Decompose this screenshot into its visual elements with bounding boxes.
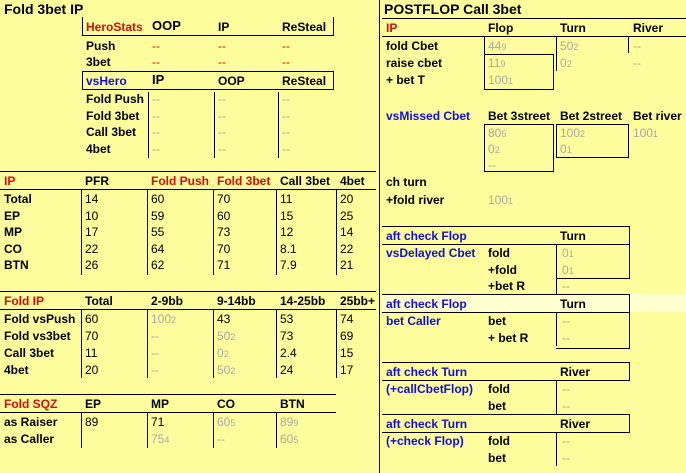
ip-table-row-label: BTN	[4, 258, 29, 272]
fold-ip-header-cell: 9-14bb	[217, 294, 256, 308]
ip-table-value: 20	[340, 192, 354, 206]
aft-section-col: Turn	[560, 229, 586, 243]
vshero-value: --	[152, 108, 160, 123]
fold-ip-value: 70	[85, 329, 99, 343]
ip-table-value: 8.1	[280, 241, 297, 256]
fold-sqz-row-label: as Caller	[4, 432, 55, 446]
fold-sqz-value: 605	[217, 415, 236, 429]
ip-table-row-label: EP	[4, 208, 21, 223]
ip-table-value: 10	[85, 208, 99, 223]
postflop-ip-header-cell: River	[633, 21, 664, 35]
vshero-row-label: 4bet	[86, 141, 111, 156]
vshero-col-ip: IP	[152, 72, 165, 87]
ip-table-value: 71	[217, 258, 231, 272]
herostats-col-oop: OOP	[152, 18, 181, 33]
fold-sqz-header-cell: CO	[217, 397, 235, 411]
fold-sqz-header-cell: BTN	[280, 397, 305, 411]
fold-sqz-value: 899	[280, 415, 299, 429]
herostats-col-ip: IP	[218, 20, 230, 34]
fold-ip-value: 02	[217, 346, 229, 360]
fold-ip-value: 74	[340, 312, 354, 326]
aft-section-col: Turn	[560, 297, 586, 311]
aft-row-label: bet	[488, 314, 506, 328]
postflop-ip-value: --	[633, 56, 641, 70]
fold-ip-row-label: 4bet	[4, 363, 29, 377]
postflop-ip-row-label: fold Cbet	[386, 39, 438, 53]
vshero-value: --	[218, 125, 226, 139]
aft-row-label: +fold	[488, 262, 517, 277]
fold-ip-value: 60	[85, 312, 99, 326]
vs-missed-value: 805	[488, 126, 507, 140]
herostats-value: --	[218, 55, 226, 69]
herostats-col-resteal: ReSteal	[282, 20, 327, 34]
aft-row-label: bet	[488, 450, 506, 465]
ip-table-value: 73	[217, 225, 231, 239]
aft-section-col: River	[560, 417, 591, 431]
vshero-row-label: Call 3bet	[86, 125, 137, 139]
ip-table-value: 60	[151, 192, 165, 206]
fold-ip-header-cell: Total	[85, 294, 113, 308]
aft-section-label: bet Caller	[386, 314, 441, 328]
fold-ip-value: 11	[85, 346, 98, 360]
fold-ip-value: 69	[340, 329, 354, 343]
vs-missed-header-cell: vsMissed Cbet	[386, 109, 471, 123]
fold-sqz-header-cell: EP	[85, 397, 102, 411]
ip-table-header-cell: Fold 3bet	[217, 174, 271, 188]
aft-row-label: fold	[488, 382, 510, 396]
ip-table-value: 22	[340, 241, 354, 256]
aft-row-label: bet	[488, 398, 506, 413]
ip-table-row-label: MP	[4, 225, 22, 239]
vshero-row-label: Fold Push	[86, 92, 144, 106]
fold-ip-value: 1002	[151, 312, 177, 326]
ip-table-value: 11	[280, 192, 293, 206]
aft-section-title: aft check Turn	[386, 417, 468, 431]
aft-section-label: vsDelayed Cbet	[386, 246, 476, 260]
vshero-value: --	[218, 108, 226, 123]
aft-row-value: 01	[562, 262, 574, 277]
vshero-value: --	[152, 125, 160, 139]
fold-sqz-value: 71	[151, 415, 165, 429]
postflop-ip-header-cell: Turn	[560, 21, 586, 35]
fold-ip-value: 73	[280, 329, 294, 343]
vshero-value: --	[282, 141, 290, 156]
fold-ip-value: --	[151, 346, 159, 360]
postflop-ip-value: 1001	[488, 73, 514, 87]
ip-table-header-cell: Fold Push	[151, 174, 209, 188]
fold-sqz-header-cell: MP	[151, 397, 169, 411]
fold-ip-value: 502	[217, 363, 236, 377]
ip-table-value: 22	[85, 241, 99, 256]
herostats-value: --	[152, 55, 160, 69]
ip-table-header-cell: IP	[4, 174, 16, 188]
ip-table-value: 25	[340, 208, 354, 223]
ip-table-row-label: Total	[4, 192, 32, 206]
aft-row-label: fold	[488, 246, 510, 260]
postflop-ip-value: 449	[488, 39, 507, 53]
ip-table-value: 62	[151, 258, 165, 272]
ip-table-header-cell: Call 3bet	[280, 174, 331, 188]
vs-missed-value: --	[488, 158, 496, 172]
vs-missed-value: 1002	[560, 126, 586, 140]
vshero-value: --	[152, 141, 160, 156]
postflop-ip-header-cell: Flop	[488, 21, 514, 35]
aft-row-value: --	[562, 330, 570, 345]
aft-row-value: --	[562, 279, 570, 293]
fold-ip-value: 502	[217, 329, 236, 343]
fold-ip-value: 2.4	[280, 346, 297, 360]
fold-sqz-value: 605	[280, 432, 299, 446]
fold-ip-header-cell: Fold IP	[4, 294, 44, 308]
ip-table-value: 17	[85, 225, 99, 239]
ip-table-value: 14	[85, 192, 99, 206]
ip-table-value: 12	[280, 225, 294, 239]
ip-table-value: 14	[340, 225, 354, 239]
postflop-ip-value: 119	[488, 56, 506, 70]
vshero-col-resteal: ReSteal	[282, 74, 327, 88]
vshero-value: --	[282, 92, 290, 106]
left-title: Fold 3bet IP	[4, 1, 84, 17]
postflop-ip-header-cell: IP	[386, 21, 398, 35]
postflop-ip-value: 02	[560, 56, 572, 70]
fold-sqz-value: 89	[85, 415, 99, 429]
ip-table-value: 15	[280, 208, 294, 223]
aft-row-label: +bet R	[488, 279, 526, 293]
ip-table-header-cell: PFR	[85, 174, 109, 188]
herostats-value: --	[152, 39, 160, 53]
fold-ip-row-label: Fold vs3bet	[4, 329, 71, 343]
ip-table-value: 70	[217, 192, 231, 206]
fold-river-label: +fold river	[386, 193, 445, 207]
herostats-row-label: 3bet	[86, 55, 111, 69]
ip-table-value: 55	[151, 225, 165, 239]
fold-ip-row-label: Call 3bet	[4, 346, 55, 360]
ip-table-value: 64	[151, 241, 165, 256]
vs-missed-header-cell: Bet river	[633, 109, 682, 123]
fold-ip-value: 43	[217, 312, 231, 326]
aft-section-col: River	[560, 365, 591, 379]
fold-sqz-value: --	[217, 432, 225, 446]
fold-sqz-value: 754	[151, 432, 170, 446]
aft-section-title: aft check Turn	[386, 365, 468, 379]
fold-sqz-row-label: as Raiser	[4, 415, 58, 429]
vshero-value: --	[282, 108, 290, 123]
aft-row-value: --	[562, 398, 570, 413]
ip-table-value: 7.9	[280, 258, 297, 272]
vshero-row-label: Fold 3bet	[86, 108, 140, 123]
postflop-ip-row-label: + bet T	[386, 73, 426, 87]
fold-ip-value: --	[151, 363, 159, 377]
ip-table-value: 70	[217, 241, 231, 256]
ip-table-value: 21	[340, 258, 354, 272]
fold-ip-header-cell: 2-9bb	[151, 294, 184, 308]
postflop-ip-row-label: raise cbet	[386, 56, 443, 70]
vs-missed-value: 1001	[633, 126, 659, 140]
aft-row-value: --	[562, 450, 570, 465]
ip-table-value: 26	[85, 258, 99, 272]
fold-ip-value: 20	[85, 363, 99, 377]
fold-ip-value: 24	[280, 363, 294, 377]
vs-missed-header-cell: Bet 2street	[560, 109, 623, 123]
postflop-ip-value: 502	[560, 39, 579, 53]
vs-missed-header-cell: Bet 3street	[488, 109, 551, 123]
vshero-value: --	[218, 141, 226, 156]
ch-turn-label: ch turn	[386, 175, 427, 189]
ip-table-value: 59	[151, 208, 165, 223]
vshero-value: --	[282, 125, 290, 139]
aft-row-value: 01	[562, 246, 574, 260]
aft-row-value: --	[562, 434, 570, 448]
ip-table-value: 60	[217, 208, 231, 223]
fold-ip-row-label: Fold vsPush	[4, 312, 76, 326]
aft-row-value: --	[562, 314, 570, 328]
fold-ip-value: --	[151, 329, 159, 343]
aft-row-label: fold	[488, 434, 510, 448]
vshero-col-oop: OOP	[218, 74, 245, 88]
fold-ip-header-cell: 14-25bb	[280, 294, 326, 308]
right-title: POSTFLOP Call 3bet	[384, 1, 522, 17]
aft-section-title: aft check Flop	[386, 297, 467, 311]
herostats-header: HeroStats	[86, 20, 143, 34]
aft-row-label: + bet R	[488, 330, 529, 345]
fold-sqz-header-cell: Fold SQZ	[4, 397, 58, 411]
vshero-value: --	[152, 92, 160, 106]
fold-ip-header-cell: 25bb+	[340, 294, 376, 308]
postflop-ip-value: --	[633, 39, 641, 53]
aft-section-label: (+check Flop)	[386, 434, 464, 448]
herostats-row-label: Push	[86, 39, 116, 53]
herostats-value: --	[218, 39, 226, 53]
aft-section-title: aft check Flop	[386, 229, 467, 243]
fold-ip-value: 17	[340, 363, 354, 377]
fold-ip-value: 15	[340, 346, 354, 360]
fold-river-value: 1001	[488, 193, 514, 207]
vs-missed-value: 02	[488, 142, 500, 156]
vshero-header: vsHero	[86, 74, 127, 88]
vshero-value: --	[218, 92, 226, 106]
aft-row-value: --	[562, 382, 570, 396]
herostats-value: --	[282, 39, 290, 53]
ip-table-header-cell: 4bet	[340, 174, 365, 188]
aft-section-label: (+callCbetFlop)	[386, 382, 474, 396]
ip-table-row-label: CO	[4, 241, 22, 256]
vs-missed-value: 01	[560, 142, 572, 156]
herostats-value: --	[282, 55, 290, 69]
fold-ip-value: 53	[280, 312, 294, 326]
